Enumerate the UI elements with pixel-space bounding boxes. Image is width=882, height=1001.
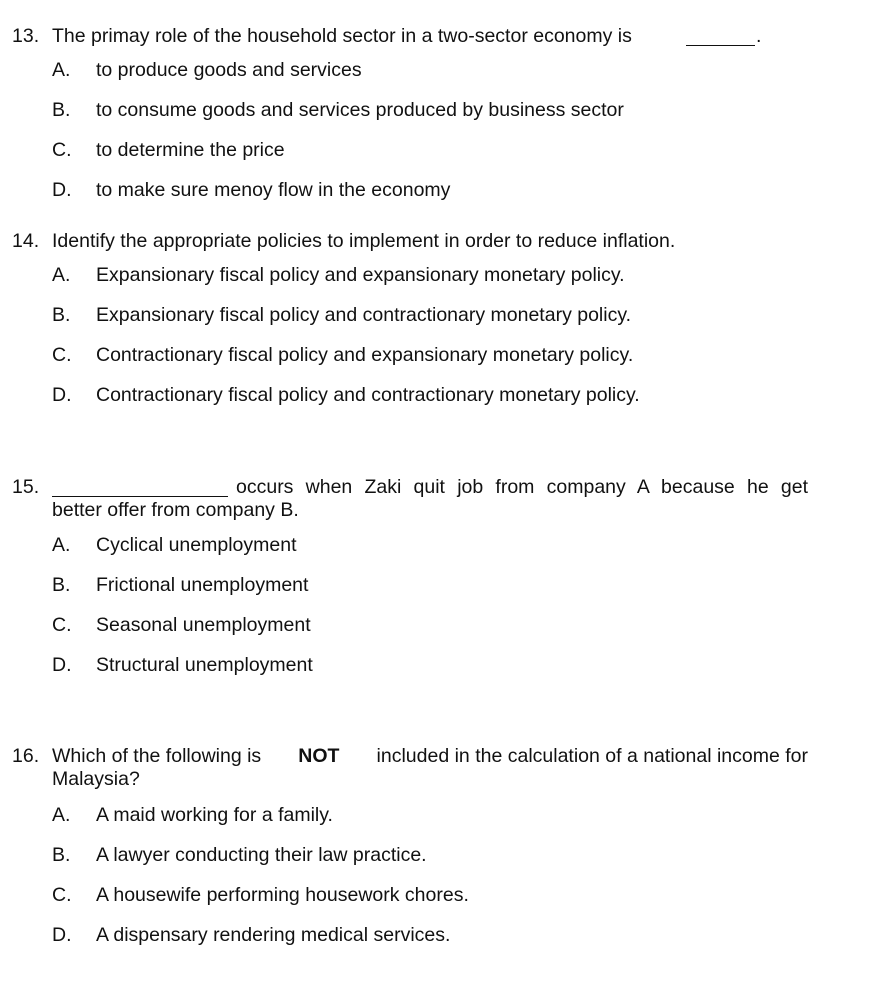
option-letter: A. — [52, 804, 71, 826]
option-text: A housewife performing housework chores. — [96, 884, 469, 906]
option-text: Seasonal unemployment — [96, 614, 311, 636]
option-text: Contractionary fiscal policy and expansionary monetary policy. — [96, 344, 634, 366]
question-stem — [52, 747, 808, 767]
question-stem-end: . — [756, 25, 762, 47]
option-letter: C. — [52, 884, 72, 906]
question-stem: occurs when Zaki quit job from company A because he get — [236, 476, 808, 498]
question-stem-line2: Malaysia? — [52, 768, 140, 790]
option-text: Structural unemployment — [96, 654, 313, 676]
question-number: 15. — [12, 476, 40, 498]
option-text: to determine the price — [96, 139, 285, 161]
option-text: Contractionary fiscal policy and contractionary monetary policy. — [96, 384, 640, 406]
option-letter: D. — [52, 384, 72, 406]
option-text: Cyclical unemployment — [96, 534, 297, 556]
option-letter: D. — [52, 924, 72, 946]
option-text: A lawyer conducting their law practice. — [96, 844, 427, 866]
option-letter: A. — [52, 534, 71, 556]
option-letter: D. — [52, 179, 72, 201]
option-letter: B. — [52, 844, 71, 866]
answer-blank — [52, 496, 228, 497]
question-stem: Identify the appropriate policies to implement in order to reduce inflation. — [52, 230, 676, 252]
option-text: Frictional unemployment — [96, 574, 309, 596]
option-text: Expansionary fiscal policy and expansionary monetary policy. — [96, 264, 625, 286]
question-number: 16. — [12, 745, 40, 767]
option-text: A maid working for a family. — [96, 804, 333, 826]
option-letter: D. — [52, 654, 72, 676]
option-letter: A. — [52, 59, 71, 81]
question-stem-line2: better offer from company B. — [52, 499, 299, 521]
option-letter: B. — [52, 574, 71, 596]
option-letter: B. — [52, 99, 71, 121]
option-letter: C. — [52, 344, 72, 366]
question-number: 14. — [12, 230, 40, 252]
option-text: to produce goods and services — [96, 59, 362, 81]
answer-blank — [686, 45, 755, 46]
option-text: Expansionary fiscal policy and contractionary monetary policy. — [96, 304, 632, 326]
question-stem-pre: Which of the following is — [52, 745, 262, 767]
question-number: 13. — [12, 25, 40, 47]
option-letter: C. — [52, 139, 72, 161]
question-stem-post: included in the calculation of a national income for — [376, 745, 808, 767]
question-stem: The primay role of the household sector in a two-sector economy is — [52, 25, 632, 47]
option-text: to consume goods and services produced by business sector — [96, 99, 624, 121]
option-letter: B. — [52, 304, 71, 326]
option-letter: A. — [52, 264, 71, 286]
option-text: A dispensary rendering medical services. — [96, 924, 451, 946]
option-letter: C. — [52, 614, 72, 636]
option-text: to make sure menoy flow in the economy — [96, 179, 451, 201]
question-stem-emphasis: NOT — [298, 745, 340, 767]
